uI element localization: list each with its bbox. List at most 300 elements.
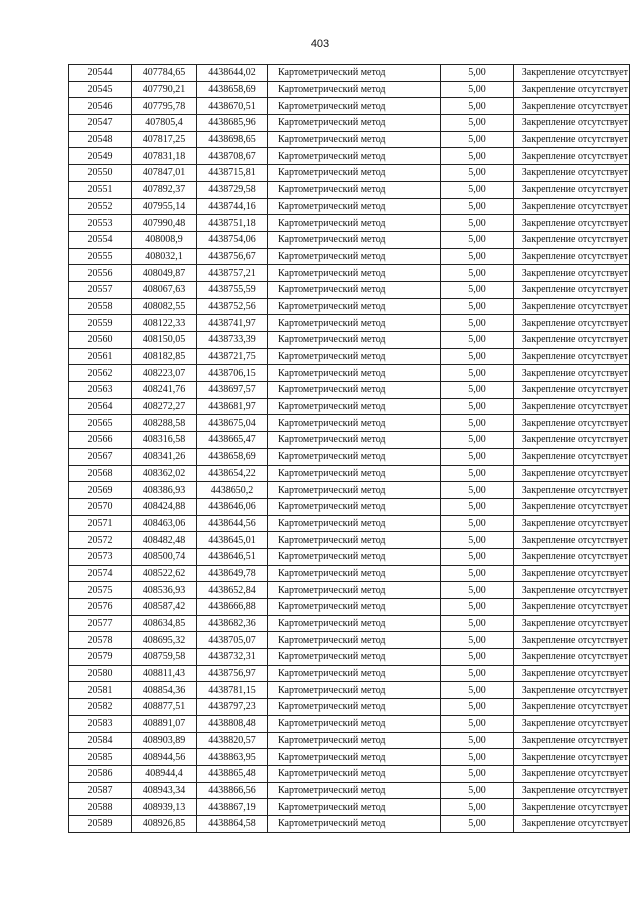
point-number-cell: 20544 — [69, 65, 132, 82]
error-cell: 5,00 — [441, 81, 514, 98]
point-number-cell: 20572 — [69, 532, 132, 549]
error-cell: 5,00 — [441, 615, 514, 632]
method-cell: Картометрический метод — [268, 215, 441, 232]
method-cell: Картометрический метод — [268, 482, 441, 499]
table-row — [69, 115, 630, 132]
x-coordinate-cell: 408386,93 — [132, 482, 197, 499]
method-cell: Картометрический метод — [268, 465, 441, 482]
method-cell: Картометрический метод — [268, 548, 441, 565]
point-number-cell: 20558 — [69, 298, 132, 315]
y-coordinate-cell: 4438721,75 — [197, 348, 268, 365]
table-row — [69, 782, 630, 799]
fixing-cell: Закрепление отсутствует — [514, 749, 630, 766]
method-cell: Картометрический метод — [268, 765, 441, 782]
method-cell: Картометрический метод — [268, 165, 441, 182]
fixing-cell: Закрепление отсутствует — [514, 649, 630, 666]
table-row — [69, 749, 630, 766]
table-row — [69, 649, 630, 666]
table-row — [69, 248, 630, 265]
fixing-cell: Закрепление отсутствует — [514, 81, 630, 98]
fixing-cell: Закрепление отсутствует — [514, 165, 630, 182]
error-cell: 5,00 — [441, 398, 514, 415]
fixing-cell: Закрепление отсутствует — [514, 699, 630, 716]
fixing-cell: Закрепление отсутствует — [514, 548, 630, 565]
table-row — [69, 281, 630, 298]
fixing-cell: Закрепление отсутствует — [514, 482, 630, 499]
x-coordinate-cell: 408944,4 — [132, 765, 197, 782]
x-coordinate-cell: 408223,07 — [132, 365, 197, 382]
y-coordinate-cell: 4438865,48 — [197, 765, 268, 782]
method-cell: Картометрический метод — [268, 582, 441, 599]
point-number-cell: 20555 — [69, 248, 132, 265]
y-coordinate-cell: 4438866,56 — [197, 782, 268, 799]
table-row — [69, 665, 630, 682]
fixing-cell: Закрепление отсутствует — [514, 181, 630, 198]
error-cell: 5,00 — [441, 131, 514, 148]
error-cell: 5,00 — [441, 115, 514, 132]
table-row — [69, 98, 630, 115]
table-row — [69, 515, 630, 532]
table-row — [69, 715, 630, 732]
y-coordinate-cell: 4438751,18 — [197, 215, 268, 232]
fixing-cell: Закрепление отсутствует — [514, 198, 630, 215]
fixing-cell: Закрепление отсутствует — [514, 215, 630, 232]
fixing-cell: Закрепление отсутствует — [514, 332, 630, 349]
table-row — [69, 632, 630, 649]
x-coordinate-cell: 408150,05 — [132, 332, 197, 349]
method-cell: Картометрический метод — [268, 782, 441, 799]
fixing-cell: Закрепление отсутствует — [514, 415, 630, 432]
point-number-cell: 20563 — [69, 382, 132, 399]
y-coordinate-cell: 4438658,69 — [197, 448, 268, 465]
error-cell: 5,00 — [441, 315, 514, 332]
x-coordinate-cell: 408522,62 — [132, 565, 197, 582]
method-cell: Картометрический метод — [268, 148, 441, 165]
fixing-cell: Закрепление отсутствует — [514, 365, 630, 382]
y-coordinate-cell: 4438682,36 — [197, 615, 268, 632]
method-cell: Картометрический метод — [268, 298, 441, 315]
x-coordinate-cell: 408122,33 — [132, 315, 197, 332]
x-coordinate-cell: 408587,42 — [132, 599, 197, 616]
table-row — [69, 465, 630, 482]
point-number-cell: 20546 — [69, 98, 132, 115]
x-coordinate-cell: 408362,02 — [132, 465, 197, 482]
fixing-cell: Закрепление отсутствует — [514, 632, 630, 649]
method-cell: Картометрический метод — [268, 181, 441, 198]
method-cell: Картометрический метод — [268, 115, 441, 132]
table-row — [69, 298, 630, 315]
x-coordinate-cell: 408903,89 — [132, 732, 197, 749]
y-coordinate-cell: 4438665,47 — [197, 432, 268, 449]
x-coordinate-cell: 408877,51 — [132, 699, 197, 716]
table-row — [69, 699, 630, 716]
error-cell: 5,00 — [441, 532, 514, 549]
table-row — [69, 799, 630, 816]
y-coordinate-cell: 4438715,81 — [197, 165, 268, 182]
x-coordinate-cell: 407892,37 — [132, 181, 197, 198]
method-cell: Картометрический метод — [268, 432, 441, 449]
error-cell: 5,00 — [441, 498, 514, 515]
fixing-cell: Закрепление отсутствует — [514, 799, 630, 816]
y-coordinate-cell: 4438705,07 — [197, 632, 268, 649]
error-cell: 5,00 — [441, 265, 514, 282]
fixing-cell: Закрепление отсутствует — [514, 131, 630, 148]
error-cell: 5,00 — [441, 715, 514, 732]
fixing-cell: Закрепление отсутствует — [514, 665, 630, 682]
y-coordinate-cell: 4438644,56 — [197, 515, 268, 532]
error-cell: 5,00 — [441, 98, 514, 115]
point-number-cell: 20577 — [69, 615, 132, 632]
fixing-cell: Закрепление отсутствует — [514, 115, 630, 132]
y-coordinate-cell: 4438670,51 — [197, 98, 268, 115]
point-number-cell: 20576 — [69, 599, 132, 616]
point-number-cell: 20589 — [69, 815, 132, 832]
error-cell: 5,00 — [441, 482, 514, 499]
point-number-cell: 20549 — [69, 148, 132, 165]
fixing-cell: Закрепление отсутствует — [514, 281, 630, 298]
error-cell: 5,00 — [441, 565, 514, 582]
y-coordinate-cell: 4438756,67 — [197, 248, 268, 265]
method-cell: Картометрический метод — [268, 682, 441, 699]
point-number-cell: 20566 — [69, 432, 132, 449]
fixing-cell: Закрепление отсутствует — [514, 565, 630, 582]
fixing-cell: Закрепление отсутствует — [514, 298, 630, 315]
method-cell: Картометрический метод — [268, 799, 441, 816]
fixing-cell: Закрепление отсутствует — [514, 248, 630, 265]
method-cell: Картометрический метод — [268, 65, 441, 82]
error-cell: 5,00 — [441, 732, 514, 749]
table-row — [69, 498, 630, 515]
method-cell: Картометрический метод — [268, 632, 441, 649]
table-row — [69, 732, 630, 749]
x-coordinate-cell: 408082,55 — [132, 298, 197, 315]
table-row — [69, 348, 630, 365]
table-row — [69, 682, 630, 699]
error-cell: 5,00 — [441, 231, 514, 248]
table-row — [69, 448, 630, 465]
error-cell: 5,00 — [441, 432, 514, 449]
x-coordinate-cell: 408926,85 — [132, 815, 197, 832]
point-number-cell: 20545 — [69, 81, 132, 98]
method-cell: Картометрический метод — [268, 498, 441, 515]
fixing-cell: Закрепление отсутствует — [514, 65, 630, 82]
point-number-cell: 20547 — [69, 115, 132, 132]
fixing-cell: Закрепление отсутствует — [514, 715, 630, 732]
point-number-cell: 20552 — [69, 198, 132, 215]
x-coordinate-cell: 407784,65 — [132, 65, 197, 82]
fixing-cell: Закрепление отсутствует — [514, 765, 630, 782]
method-cell: Картометрический метод — [268, 281, 441, 298]
table-row — [69, 615, 630, 632]
y-coordinate-cell: 4438741,97 — [197, 315, 268, 332]
x-coordinate-cell: 408939,13 — [132, 799, 197, 816]
table-row — [69, 131, 630, 148]
point-number-cell: 20565 — [69, 415, 132, 432]
point-number-cell: 20579 — [69, 649, 132, 666]
y-coordinate-cell: 4438781,15 — [197, 682, 268, 699]
error-cell: 5,00 — [441, 749, 514, 766]
fixing-cell: Закрепление отсутствует — [514, 615, 630, 632]
y-coordinate-cell: 4438644,02 — [197, 65, 268, 82]
table-row — [69, 415, 630, 432]
point-number-cell: 20560 — [69, 332, 132, 349]
y-coordinate-cell: 4438863,95 — [197, 749, 268, 766]
x-coordinate-cell: 408891,07 — [132, 715, 197, 732]
point-number-cell: 20583 — [69, 715, 132, 732]
method-cell: Картометрический метод — [268, 732, 441, 749]
error-cell: 5,00 — [441, 415, 514, 432]
fixing-cell: Закрепление отсутствует — [514, 515, 630, 532]
x-coordinate-cell: 408811,43 — [132, 665, 197, 682]
y-coordinate-cell: 4438732,31 — [197, 649, 268, 666]
fixing-cell: Закрепление отсутствует — [514, 599, 630, 616]
table-row — [69, 265, 630, 282]
x-coordinate-cell: 408288,58 — [132, 415, 197, 432]
point-number-cell: 20557 — [69, 281, 132, 298]
x-coordinate-cell: 408634,85 — [132, 615, 197, 632]
table-row — [69, 815, 630, 832]
x-coordinate-cell: 408424,88 — [132, 498, 197, 515]
error-cell: 5,00 — [441, 148, 514, 165]
x-coordinate-cell: 408341,26 — [132, 448, 197, 465]
table-row — [69, 532, 630, 549]
point-number-cell: 20551 — [69, 181, 132, 198]
fixing-cell: Закрепление отсутствует — [514, 148, 630, 165]
table-row — [69, 231, 630, 248]
y-coordinate-cell: 4438797,23 — [197, 699, 268, 716]
table-row — [69, 165, 630, 182]
fixing-cell: Закрепление отсутствует — [514, 532, 630, 549]
y-coordinate-cell: 4438755,59 — [197, 281, 268, 298]
error-cell: 5,00 — [441, 599, 514, 616]
table-row — [69, 332, 630, 349]
x-coordinate-cell: 408500,74 — [132, 548, 197, 565]
method-cell: Картометрический метод — [268, 515, 441, 532]
point-number-cell: 20569 — [69, 482, 132, 499]
error-cell: 5,00 — [441, 815, 514, 832]
x-coordinate-cell: 408182,85 — [132, 348, 197, 365]
table-row — [69, 148, 630, 165]
y-coordinate-cell: 4438733,39 — [197, 332, 268, 349]
point-number-cell: 20586 — [69, 765, 132, 782]
method-cell: Картометрический метод — [268, 81, 441, 98]
error-cell: 5,00 — [441, 799, 514, 816]
x-coordinate-cell: 407795,78 — [132, 98, 197, 115]
method-cell: Картометрический метод — [268, 131, 441, 148]
error-cell: 5,00 — [441, 215, 514, 232]
table-row — [69, 181, 630, 198]
error-cell: 5,00 — [441, 582, 514, 599]
point-number-cell: 20559 — [69, 315, 132, 332]
y-coordinate-cell: 4438729,58 — [197, 181, 268, 198]
x-coordinate-cell: 407817,25 — [132, 131, 197, 148]
error-cell: 5,00 — [441, 248, 514, 265]
fixing-cell: Закрепление отсутствует — [514, 398, 630, 415]
error-cell: 5,00 — [441, 682, 514, 699]
point-number-cell: 20568 — [69, 465, 132, 482]
table-row — [69, 599, 630, 616]
point-number-cell: 20575 — [69, 582, 132, 599]
point-number-cell: 20571 — [69, 515, 132, 532]
method-cell: Картометрический метод — [268, 815, 441, 832]
method-cell: Картометрический метод — [268, 699, 441, 716]
table-row — [69, 215, 630, 232]
point-number-cell: 20582 — [69, 699, 132, 716]
method-cell: Картометрический метод — [268, 332, 441, 349]
method-cell: Картометрический метод — [268, 565, 441, 582]
coordinates-table-body — [69, 65, 630, 833]
y-coordinate-cell: 4438808,48 — [197, 715, 268, 732]
point-number-cell: 20573 — [69, 548, 132, 565]
x-coordinate-cell: 408272,27 — [132, 398, 197, 415]
error-cell: 5,00 — [441, 348, 514, 365]
error-cell: 5,00 — [441, 782, 514, 799]
y-coordinate-cell: 4438867,19 — [197, 799, 268, 816]
x-coordinate-cell: 407805,4 — [132, 115, 197, 132]
error-cell: 5,00 — [441, 699, 514, 716]
table-row — [69, 365, 630, 382]
method-cell: Картометрический метод — [268, 415, 441, 432]
y-coordinate-cell: 4438752,56 — [197, 298, 268, 315]
error-cell: 5,00 — [441, 515, 514, 532]
x-coordinate-cell: 407847,01 — [132, 165, 197, 182]
fixing-cell: Закрепление отсутствует — [514, 582, 630, 599]
method-cell: Картометрический метод — [268, 248, 441, 265]
y-coordinate-cell: 4438646,51 — [197, 548, 268, 565]
point-number-cell: 20564 — [69, 398, 132, 415]
table-row — [69, 315, 630, 332]
fixing-cell: Закрепление отсутствует — [514, 682, 630, 699]
x-coordinate-cell: 408463,06 — [132, 515, 197, 532]
x-coordinate-cell: 408316,58 — [132, 432, 197, 449]
x-coordinate-cell: 407990,48 — [132, 215, 197, 232]
y-coordinate-cell: 4438649,78 — [197, 565, 268, 582]
x-coordinate-cell: 407831,18 — [132, 148, 197, 165]
method-cell: Картометрический метод — [268, 715, 441, 732]
point-number-cell: 20574 — [69, 565, 132, 582]
x-coordinate-cell: 408032,1 — [132, 248, 197, 265]
point-number-cell: 20588 — [69, 799, 132, 816]
fixing-cell: Закрепление отсутствует — [514, 732, 630, 749]
error-cell: 5,00 — [441, 448, 514, 465]
point-number-cell: 20567 — [69, 448, 132, 465]
x-coordinate-cell: 408695,32 — [132, 632, 197, 649]
x-coordinate-cell: 408482,48 — [132, 532, 197, 549]
x-coordinate-cell: 408944,56 — [132, 749, 197, 766]
error-cell: 5,00 — [441, 298, 514, 315]
y-coordinate-cell: 4438666,88 — [197, 599, 268, 616]
y-coordinate-cell: 4438820,57 — [197, 732, 268, 749]
fixing-cell: Закрепление отсутствует — [514, 98, 630, 115]
fixing-cell: Закрепление отсутствует — [514, 448, 630, 465]
y-coordinate-cell: 4438645,01 — [197, 532, 268, 549]
fixing-cell: Закрепление отсутствует — [514, 348, 630, 365]
y-coordinate-cell: 4438685,96 — [197, 115, 268, 132]
table-row — [69, 198, 630, 215]
page-number: 403 — [310, 38, 330, 50]
method-cell: Картометрический метод — [268, 532, 441, 549]
fixing-cell: Закрепление отсутствует — [514, 382, 630, 399]
y-coordinate-cell: 4438681,97 — [197, 398, 268, 415]
x-coordinate-cell: 408008,9 — [132, 231, 197, 248]
point-number-cell: 20561 — [69, 348, 132, 365]
table-row — [69, 548, 630, 565]
fixing-cell: Закрепление отсутствует — [514, 231, 630, 248]
y-coordinate-cell: 4438675,04 — [197, 415, 268, 432]
y-coordinate-cell: 4438654,22 — [197, 465, 268, 482]
error-cell: 5,00 — [441, 365, 514, 382]
method-cell: Картометрический метод — [268, 649, 441, 666]
method-cell: Картометрический метод — [268, 749, 441, 766]
fixing-cell: Закрепление отсутствует — [514, 498, 630, 515]
point-number-cell: 20550 — [69, 165, 132, 182]
table-row — [69, 81, 630, 98]
error-cell: 5,00 — [441, 281, 514, 298]
point-number-cell: 20570 — [69, 498, 132, 515]
y-coordinate-cell: 4438646,06 — [197, 498, 268, 515]
error-cell: 5,00 — [441, 382, 514, 399]
table-row — [69, 398, 630, 415]
point-number-cell: 20585 — [69, 749, 132, 766]
coordinates-table — [68, 64, 630, 833]
y-coordinate-cell: 4438754,06 — [197, 231, 268, 248]
y-coordinate-cell: 4438757,21 — [197, 265, 268, 282]
method-cell: Картометрический метод — [268, 265, 441, 282]
point-number-cell: 20584 — [69, 732, 132, 749]
error-cell: 5,00 — [441, 181, 514, 198]
point-number-cell: 20553 — [69, 215, 132, 232]
y-coordinate-cell: 4438698,65 — [197, 131, 268, 148]
x-coordinate-cell: 408759,58 — [132, 649, 197, 666]
point-number-cell: 20581 — [69, 682, 132, 699]
error-cell: 5,00 — [441, 649, 514, 666]
error-cell: 5,00 — [441, 765, 514, 782]
method-cell: Картометрический метод — [268, 398, 441, 415]
x-coordinate-cell: 407790,21 — [132, 81, 197, 98]
y-coordinate-cell: 4438864,58 — [197, 815, 268, 832]
method-cell: Картометрический метод — [268, 198, 441, 215]
point-number-cell: 20548 — [69, 131, 132, 148]
method-cell: Картометрический метод — [268, 448, 441, 465]
method-cell: Картометрический метод — [268, 665, 441, 682]
method-cell: Картометрический метод — [268, 382, 441, 399]
table-row — [69, 765, 630, 782]
error-cell: 5,00 — [441, 665, 514, 682]
fixing-cell: Закрепление отсутствует — [514, 465, 630, 482]
point-number-cell: 20587 — [69, 782, 132, 799]
error-cell: 5,00 — [441, 332, 514, 349]
y-coordinate-cell: 4438652,84 — [197, 582, 268, 599]
point-number-cell: 20554 — [69, 231, 132, 248]
method-cell: Картометрический метод — [268, 599, 441, 616]
error-cell: 5,00 — [441, 65, 514, 82]
y-coordinate-cell: 4438697,57 — [197, 382, 268, 399]
point-number-cell: 20562 — [69, 365, 132, 382]
x-coordinate-cell: 408854,36 — [132, 682, 197, 699]
fixing-cell: Закрепление отсутствует — [514, 432, 630, 449]
fixing-cell: Закрепление отсутствует — [514, 815, 630, 832]
y-coordinate-cell: 4438708,67 — [197, 148, 268, 165]
error-cell: 5,00 — [441, 548, 514, 565]
error-cell: 5,00 — [441, 198, 514, 215]
method-cell: Картометрический метод — [268, 365, 441, 382]
y-coordinate-cell: 4438744,16 — [197, 198, 268, 215]
point-number-cell: 20580 — [69, 665, 132, 682]
error-cell: 5,00 — [441, 165, 514, 182]
x-coordinate-cell: 408067,63 — [132, 281, 197, 298]
table-row — [69, 432, 630, 449]
method-cell: Картометрический метод — [268, 615, 441, 632]
